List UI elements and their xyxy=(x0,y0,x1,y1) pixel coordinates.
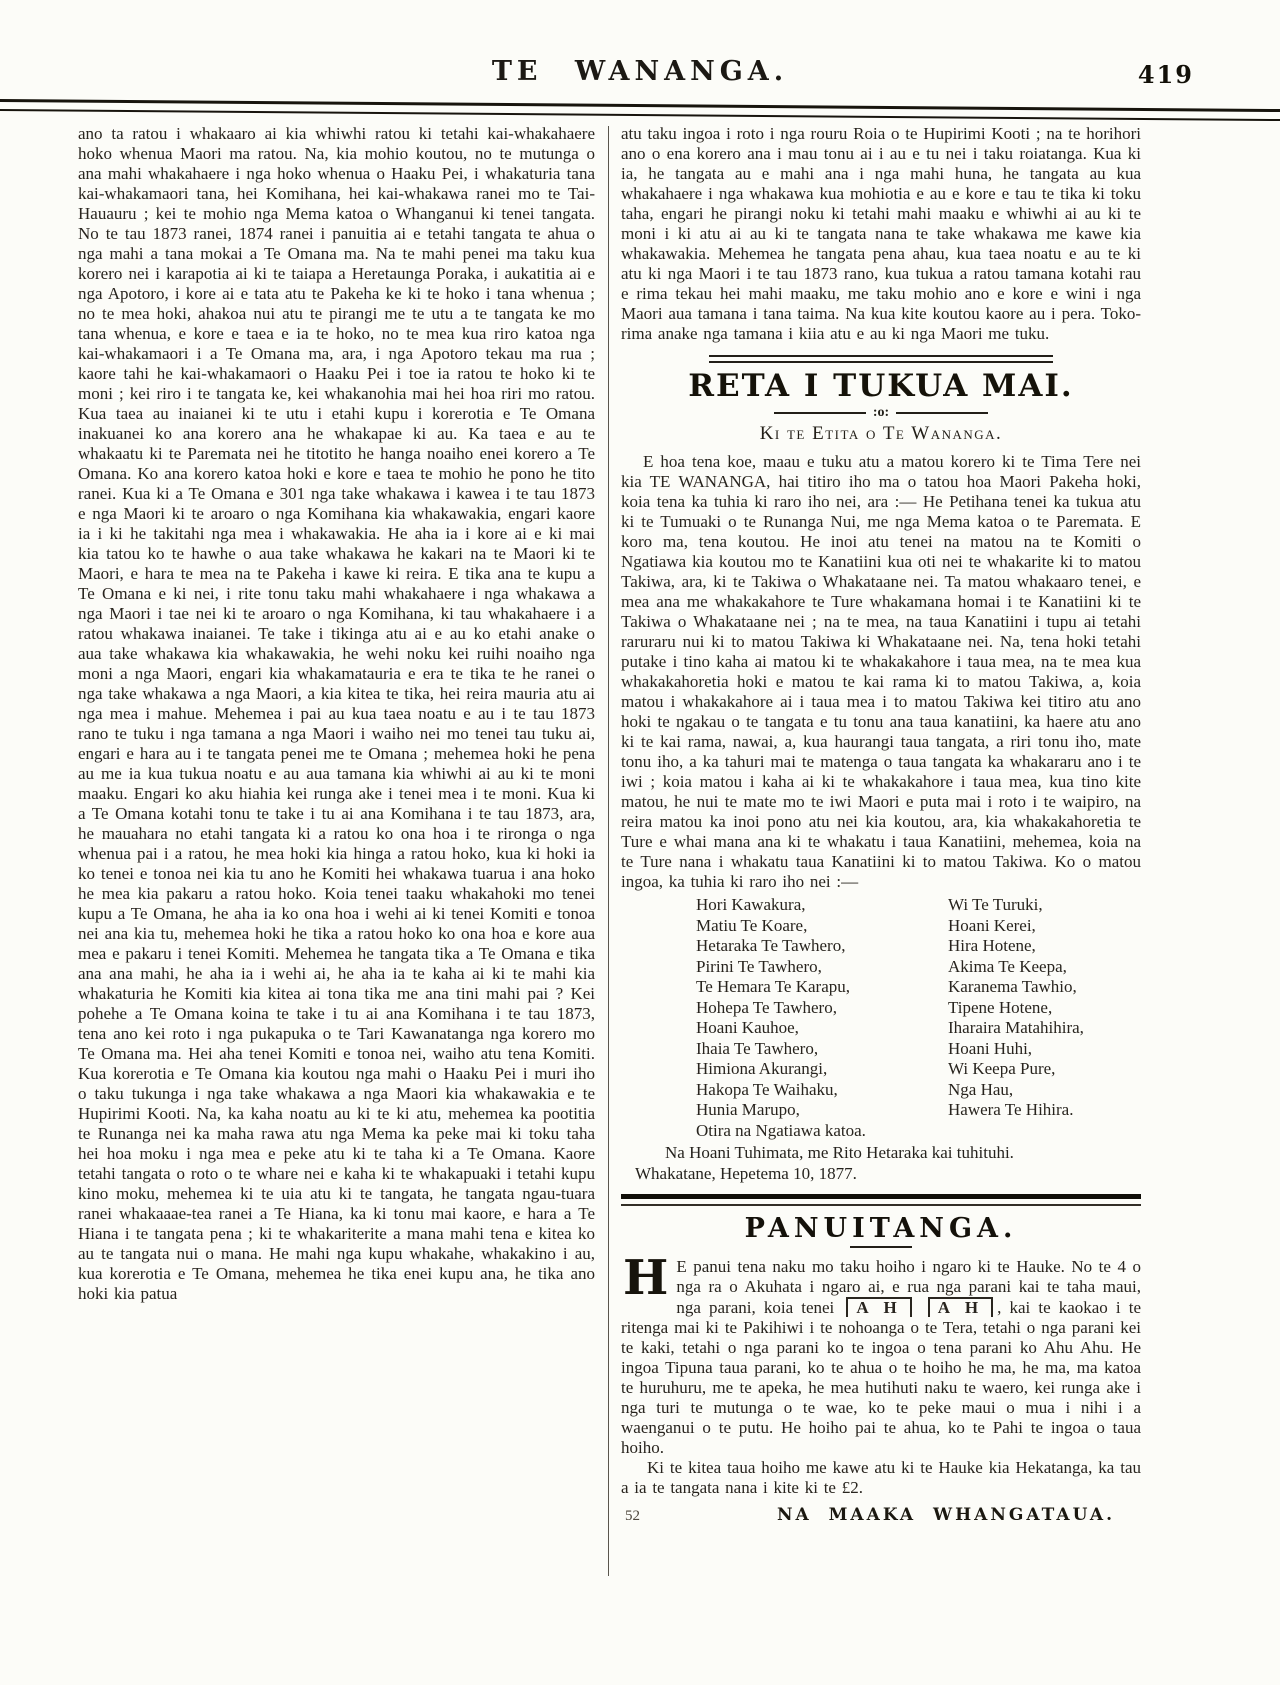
signatory-name: Karanema Tawhio, xyxy=(948,977,1077,996)
notice-signature: NA MAAKA WHANGATAUA. xyxy=(776,1505,1115,1525)
horse-brand-mark: A H xyxy=(846,1297,911,1317)
signatory-name: Himiona Akurangi, xyxy=(696,1059,828,1078)
signatory-name: Hawera Te Hihira. xyxy=(948,1100,1074,1119)
ornament-rule-right xyxy=(896,412,988,414)
letter-body-paragraph: E hoa tena koe, maau e tuku atu a matou korero ki te Tima Tere nei kia TE WANANGA, hai titiro iho ma o tatou hoa Maori Pakeha hoki, koia tena ka tuhia ki raro iho nei, ara :— He Petihana tenei ka tukua atu ki te Tumuaki o te Runanga Nui, me nga Mema katoa o te Paremata. E koro ma, tena koutou. He inoi atu tenei na matou na te Komiti o Ngatiawa kia koutou mo te Kanatiini kua oti nei te whakarite ki to matou Takiwa, ara, ki te Takiwa o Whakataane nei. Ta matou whakaaro tenei, e mea ana me whakakahore te Ture whakamana homai i te Kanatiini ki te Takiwa o Whakataane nei ; na te mea, na taua Kanatiini i tupu ai tetahi raruraru nui ki to matou Takiwa ki Whakataane nei. Na, tena hoki tetahi putake i tino kaha ai matou ki te whakakahore i taua mea, na te mea kua whakakahoretia hoki e matou te kai rama ki to matou Takiwa, a, koia matou i whakakahore ai i taua mea i to matou Takiwa kei titiro atu ano hoki te ngakau o te tangata e tu tonu ana taua kanatiini, ka haere atu ano ki te kai rama, nawai, a, kua haurangi taua tangata, a riri tonu iho, mate tonu iho, a ka tahuri mai te matenga o taua tangata ka whakararu ano i te iwi ; koia matou i kaha ai ki te whakakahore i taua mea, kua tino kite matou, he nui te mate mo te iwi Maori e puta mai i roto i te waipiro, na reira matou ka inoi pono atu nei kia koutou, ara, kia whakakahoretia te Ture e whai mana ana ki te whakatu i taua Kanatiini, mehemea, koia na te Ture nana i whakatu taua Kanatiini ki to matou Takiwa. Ko o matou ingoa, ka tuhia ki raro iho nei :— xyxy=(621,452,1141,891)
ornament-glyph: :o: xyxy=(872,405,890,420)
page-number: 419 xyxy=(1137,60,1194,89)
signatory-name: Hetaraka Te Tawhero, xyxy=(696,936,846,955)
notice-footer xyxy=(621,1498,1141,1525)
notice-text-start: E panui tena naku mo taku hoiho i ngaro ki te Hauke. No te 4 o nga ra o Akuhata i ngaro ai, e rua nga parani kai te taha maui, nga parani, koia tenei xyxy=(676,1257,1141,1317)
signatories-column-right xyxy=(948,895,1141,1141)
letter-dateline: Whakatane, Hepetema 10, 1877. xyxy=(635,1164,857,1183)
signatory-name: Iharaira Matahihira, xyxy=(948,1018,1084,1037)
notice-item-number: 52 xyxy=(625,1508,640,1524)
continuation-paragraph: atu taku ingoa i roto i nga rouru Roia o te Hupirimi Kooti ; na te horihori ano o ena korero ana i mau tonu ai i au e tu nei i taku roiatanga. Kua ki ia, he tangata au e mahi ana i nga mahi huna, he tangata au kua whakahaere i nga whakawa kua mohiotia e au e kore e tau te tika ki toku taha, engari he pirangi noku ki tetahi mahi maaku e whiwhi ai au ki te moni i ki atu ai au ki te tangata nana te take whakawa me kawe kia whakawakia. Mehemea he tangata pena ahau, kua taea noatu e au te ki atu ki nga Maori i te tau 1873 rano, kua tukua a ratou tamana kotahi rau e rima tekau hei mahi maaku, me taku mohio ano e kore e wini i nga Maori aua tamana i tana taima. Na kua kite koutou kaore au i pera. Toko-rima anake nga tamana i kiia atu e au ki nga Maori me tuku. xyxy=(621,124,1141,343)
drop-cap-letter: H xyxy=(623,1250,669,1306)
left-column-paragraph: ano ta ratou i whakaaro ai kia whiwhi ratou ki tetahi kai-whakahaere hoko whenua Maori ma ratou. Na, kia mohio koutou, no te mutunga o ana mahi whakahaere i nga hoko whenua o Haaku Pei, i whakaturia tana kai-whakamaori tana, hei Komihana, hei kai-whakawa ranei mo te Tai-Hauauru ; kei te mohio nga Mema katoa o Whanganui ki tenei tangata. No te tau 1873 ranei, 1874 ranei i panuitia ai e tetahi tangata te ahua o nga mahi a tana mokai a Te Omana ma. Na te mahi penei ma taku kua korero nei i karapotia ai ki te taiapa a Heretaunga Poraka, i aukatitia ai e nga Apotoro, i kore ai e tata atu te Pakeha ke ki te hoko i tana whenua ; no te mea hoki, ahakoa nui atu te pirangi me te utu a te tangata ke mo tana whenua, e kore e taea e ia te hoko, no te mea kua riro katoa nga kai-whakamaori i a Te Omana ma, ara, i nga Apotoro tekau ma rua ; kaore tahi he kai-whakamaori o Haaku Pei i toe ia ratou te hoko ki te moni ; kei riro i te tangata ke, kei whakanohia mai hei hoa riri mo ratou. Kua taea au inaianei ki te utu i etahi kupu i korerotia e Te Omana inakuanei ko ana korero ana he whakapae ki au. Ka taea e au te whakaatu ki te Paremata nei he titotito he hanga noaiho enei korero a Te Omana. Ko ana korero katoa hoki e kore e taea te mohio he pono he tito ranei. Kua ki a Te Omana e 301 nga take whakawa i kawea i te tau 1873 e nga Maori ki te aroaro o nga Komihana kia whakawakia, engari kaore ia i ki he takitahi nga mea i whakawakia. He aha ia i kore ai e ki mai kia tatou ko te hawhe o aua take whakawa he kakari na te Maori ki te Maori, e hara te mea na te Pakeha i kawe ki reira. E tika ana te kupu a Te Omana e ki nei, i rite tonu taku mahi whakahaere i nga whakawa a nga Maori i tae nei ki te aroaro o nga Komihana, ki tau whakahaere i a ratou whakawa inaianei. Te take i tikinga atu ai e au ko etahi anake o aua take whakawa kia whakawakia, he wehi noku kei ruihi noaiho nga moni a nga Maori, engari kia whakamatauria e era te tika te he ranei o nga take whakawa a nga Maori, a kia kitea te tika, hei reira mauria atu ai nga mea i mahue. Mehemea i pai au kua taea noatu e au i te tau 1873 rano te tuku i nga tamana a nga Maori i waiho nei mo tenei tau tuku ai, engari e hara au i te tangata penei me te Omana ; mehemea hoki he pena au me ia kua tukua noatu e au aua tamana kia whiwhi ai au ki te moni maaku. Engari ko aku hiahia kei runga ake i tenei mea i te moni. Kua ki a Te Omana kotahi tonu te take i tu ai ana Komihana i te tau 1873, ara, he mauahara no etahi tangata ki a ratou ko ona hoa i te rironga o nga whenua pai i a ratou, he mea hoki kia hinga a ratou hoko, kua ki hoki ia ko tenei e tonoa nei kia tu ano he Komiti hei whakawa tuarua i ana hoko he mea kia pakaru a ratou hoko. Koia tenei taaku whakahoki mo tenei kupu a Te Omana, he aha ia ko ona hoa i wehi ai ki tenei Komiti e tonoa nei ana kia tu, mehemea hoki he tika a ratou hoko ko ona hoa e kore aua mea e pakaru i tenei Komiti. Mehemea he tangata tika a Te Omana e tika ana ana mahi, he aha ia i wehi ai, he aha ia te kaha ai ki te mahi kia whakaturia he Komiti kia kitea ai tona tika me ana tini mahi pai ? Kei pohehe a Te Omana koina te take i tu ai ana Komihana i te tau 1873, tena ano kei roto i nga pukapuka o te Tari Kawanatanga nga korero mo Te Omana ma. Hei aha tenei Komiti e tonoa nei, waiho atu tena Komiti. Kua korerotia e Te Omana kia koutou nga mahi o Haaku Pei i muri iho o taku tukunga i nga take whakawa a nga Maori kia whakawakia e te Hupirimi Kooti. Na, ka kaha noatu au ki te ki atu, mehemea ka pootitia te Runanga nei ka maha rawa atu nga Mema ka peke mai ki toku taha hei hoa moku i nga mea e peke atu ki te taha ki a Te Omana. Kaore tetahi tangata o roto o te whare nei e kaha ki te whakapuaki i tetahi kupu kino moku, mehemea ki te uia atu ki te tangata, he tangata ngau-tuara ranei whakaaae-tea ranei a Te Hiana, ka ki tonu mai kaore, e hara a Te Hiana i te tangata pena ; ki te whakariterite a mana mahi tena e kitea ko au te tangata nui o mana. He mahi nga kupu whakahe, whakakino i au, kua korerotia e Te Omana, mehemea he tika enei kupu ana, he tika ano hoki kia patua xyxy=(78,124,595,1303)
signatory-name: Otira na Ngatiawa katoa. xyxy=(696,1120,866,1140)
column-divider-rule xyxy=(608,126,609,1576)
section-title-panuitanga: PANUITANGA. xyxy=(744,1213,1018,1244)
signatory-name: Hoani Huhi, xyxy=(948,1038,1033,1058)
letter-attestation: Na Hoani Tuhimata, me Rito Hetaraka kai tuhituhi. xyxy=(665,1143,1014,1162)
signatory-name: Pirini Te Tawhero, xyxy=(696,956,822,976)
signatory-name: Wi Te Turuki, xyxy=(948,895,1043,914)
signatories-column-left xyxy=(696,895,948,1141)
signatory-name: Hira Hotene, xyxy=(948,936,1036,955)
signatory-name: Nga Hau, xyxy=(948,1079,1014,1099)
signatory-name: Tipene Hotene, xyxy=(948,997,1053,1017)
left-column xyxy=(78,124,595,1304)
signatories-list xyxy=(621,895,1141,1141)
ornament-divider xyxy=(621,405,1141,421)
heavy-section-rule xyxy=(621,1194,1141,1206)
notice-body-paragraph xyxy=(621,1250,1142,1458)
signatory-name: Hori Kawakura, xyxy=(696,895,806,914)
letter-salutation-heading: Ki te Etita o Te Wananga. xyxy=(759,423,1003,444)
ornament-rule-left xyxy=(774,412,866,414)
signatory-name: Wi Keepa Pure, xyxy=(948,1059,1056,1078)
masthead-rule xyxy=(0,99,1280,121)
notice-text-end: , kai te kaokao i te ritenga mai ki te Pakihiwi i te nohoanga o te Tera, tetahi o nga parani kei te kaki, tetahi o nga parani ko te ingoa o tena parani ko Ahu Ahu. He ingoa Tipuna taua parani, ko te ahua o te hoiho he ma, he ma, ma katoa te huruhuru, me te apeka, he mea hutihuti naku te waero, kei runga ake i nga turi te mutunga o te wae, ko te peke maui o mua i nihi i a waenganui o te putu. He hoiho pai te ahua, ko te Pahi te ingoa o taua hoiho. xyxy=(621,1298,1142,1457)
signatory-name: Hoani Kerei, xyxy=(948,915,1036,935)
signatory-name: Akima Te Keepa, xyxy=(948,956,1067,976)
signatory-name: Ihaia Te Tawhero, xyxy=(696,1038,819,1058)
horse-brand-mark: A H xyxy=(928,1297,993,1317)
columns-container xyxy=(78,124,1202,1576)
notice-reward-paragraph: Ki te kitea taua hoiho me kawe atu ki te Hauke kia Hekatanga, ka tau a ia te tangata nana i kite ki te £2. xyxy=(621,1458,1141,1497)
signatory-name: Matiu Te Koare, xyxy=(696,915,808,935)
title-underline-rule xyxy=(850,1246,912,1248)
section-divider-rule xyxy=(709,355,1052,363)
signatory-name: Te Hemara Te Karapu, xyxy=(696,977,851,996)
signatory-name: Hunia Marupo, xyxy=(696,1100,800,1119)
section-title-reta: RETA I TUKUA MAI. xyxy=(688,368,1074,404)
signatory-name: Hoani Kauhoe, xyxy=(696,1018,799,1037)
right-column xyxy=(621,124,1141,1525)
signatory-name: Hohepa Te Tawhero, xyxy=(696,997,837,1017)
masthead-title: TE WANANGA. xyxy=(491,56,789,87)
signatory-name: Hakopa Te Waihaku, xyxy=(696,1079,838,1099)
